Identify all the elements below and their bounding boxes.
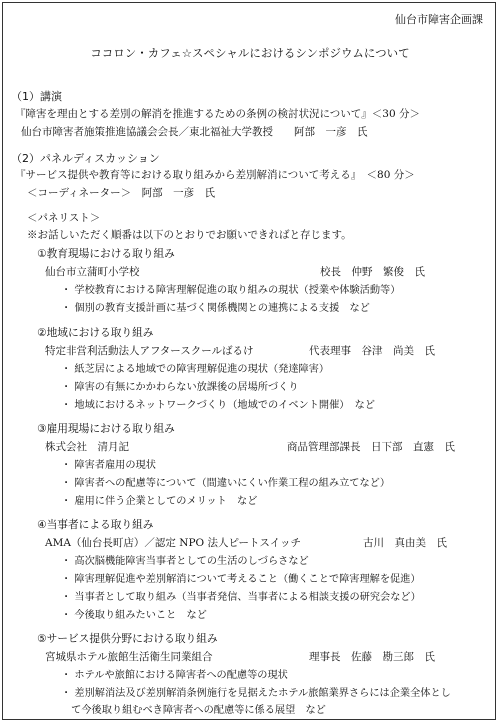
section-bullet: ・ 障害の有無にかかわらない放課後の居場所づくり [61, 382, 299, 393]
section-org: 株式会社 清月記 [45, 441, 129, 453]
panel-subject: 『サービス提供や教育等における取り組みから差別解消について考える』 ＜80 分＞ [15, 169, 415, 181]
panelist-label: ＜パネリスト＞ [27, 212, 101, 224]
section-title: ①教育現場における取り組み [37, 247, 175, 260]
section-role: 商品管理部課長 日下部 直憲 氏 [287, 441, 455, 453]
section-org: 宮城県ホテル旅館生活衛生同業組合 [45, 651, 213, 663]
section-bullet: て今後取り組むべき障害者への配慮等に係る展望 など [61, 705, 326, 716]
section-org: 特定非営利活動法人アフタースクールばるけ [45, 345, 254, 357]
section-role: 代表理事 谷津 尚美 氏 [309, 345, 435, 357]
section-bullet: ・ 障害理解促進や差別解消について考えること（働くことで障害理解を促進） [61, 574, 421, 585]
section-title: ②地域における取り組み [37, 326, 154, 339]
section-org: 仙台市立蒲町小学校 [45, 266, 140, 278]
lecture-speaker: 仙台市障害者施策推進協議会会長／東北福祉大学教授 阿部 一彦 氏 [21, 126, 368, 138]
section-title: ④当事者による取り組み [37, 518, 154, 531]
section-bullet: ・ 高次脳機能障害当事者としての生活のしづらさなど [61, 556, 309, 567]
section-bullet: ・ 地域におけるネットワークづくり（地域でのイベント開催） など [61, 400, 375, 411]
panel-heading: （2）パネルディスカッション [11, 152, 160, 165]
section-org: AMA（仙台長町店）／認定 NPO 法人ピートスイッチ [45, 537, 302, 549]
section-title: ⑤サービス提供分野における取り組み [37, 632, 218, 645]
order-note: ※お話しいただく順番は以下のとおりでお願いできればと存じます。 [27, 229, 352, 241]
section-bullet: ・ 学校教育における障害理解促進の取り組みの現状（授業や体験活動等） [61, 285, 401, 296]
lecture-subject: 『障害を理由とする差別の解消を推進するための条例の検討状況について』＜30 分＞ [15, 108, 420, 120]
document-title: ココロン・カフェ☆スペシャルにおけるシンポジウムについて [90, 46, 410, 60]
section-role: 古川 真由美 氏 [363, 537, 447, 549]
section-bullet: ・ 障害者への配慮等について（間違いにくい作業工程の組み立てなど） [61, 478, 391, 489]
coordinator: ＜コーディネーター＞ 阿部 一彦 氏 [27, 187, 216, 199]
section-bullet: ・ 当事者として取り組み（当事者発信、当事者による相談支援の研究会など） [61, 592, 421, 603]
section-role: 校長 仲野 繁俊 氏 [320, 266, 425, 278]
section-title: ③雇用現場における取り組み [37, 422, 175, 435]
section-bullet: ・ 紙芝居による地域での障害理解促進の現状（発達障害） [61, 364, 330, 375]
section-bullet: ・ 雇用に伴う企業としてのメリット など [61, 496, 258, 507]
document-page [2, 2, 496, 720]
department-name: 仙台市障害企画課 [395, 13, 483, 26]
section-bullet: ・ 差別解消法及び差別解消条例施行を見据えたホテル旅館業界さらには企業全体とし [61, 688, 451, 699]
section-bullet: ・ ホテルや旅館における障害者への配慮等の現状 [61, 670, 288, 681]
section-bullet: ・ 個別の教育支援計画に基づく関係機関との連携による支援 など [61, 303, 370, 314]
section-role: 理事長 佐藤 勘三郎 氏 [309, 651, 435, 663]
lecture-heading: （1）講演 [11, 90, 62, 103]
section-bullet: ・ 今後取り組みたいこと など [61, 610, 207, 621]
section-bullet: ・ 障害者雇用の現状 [61, 460, 156, 471]
